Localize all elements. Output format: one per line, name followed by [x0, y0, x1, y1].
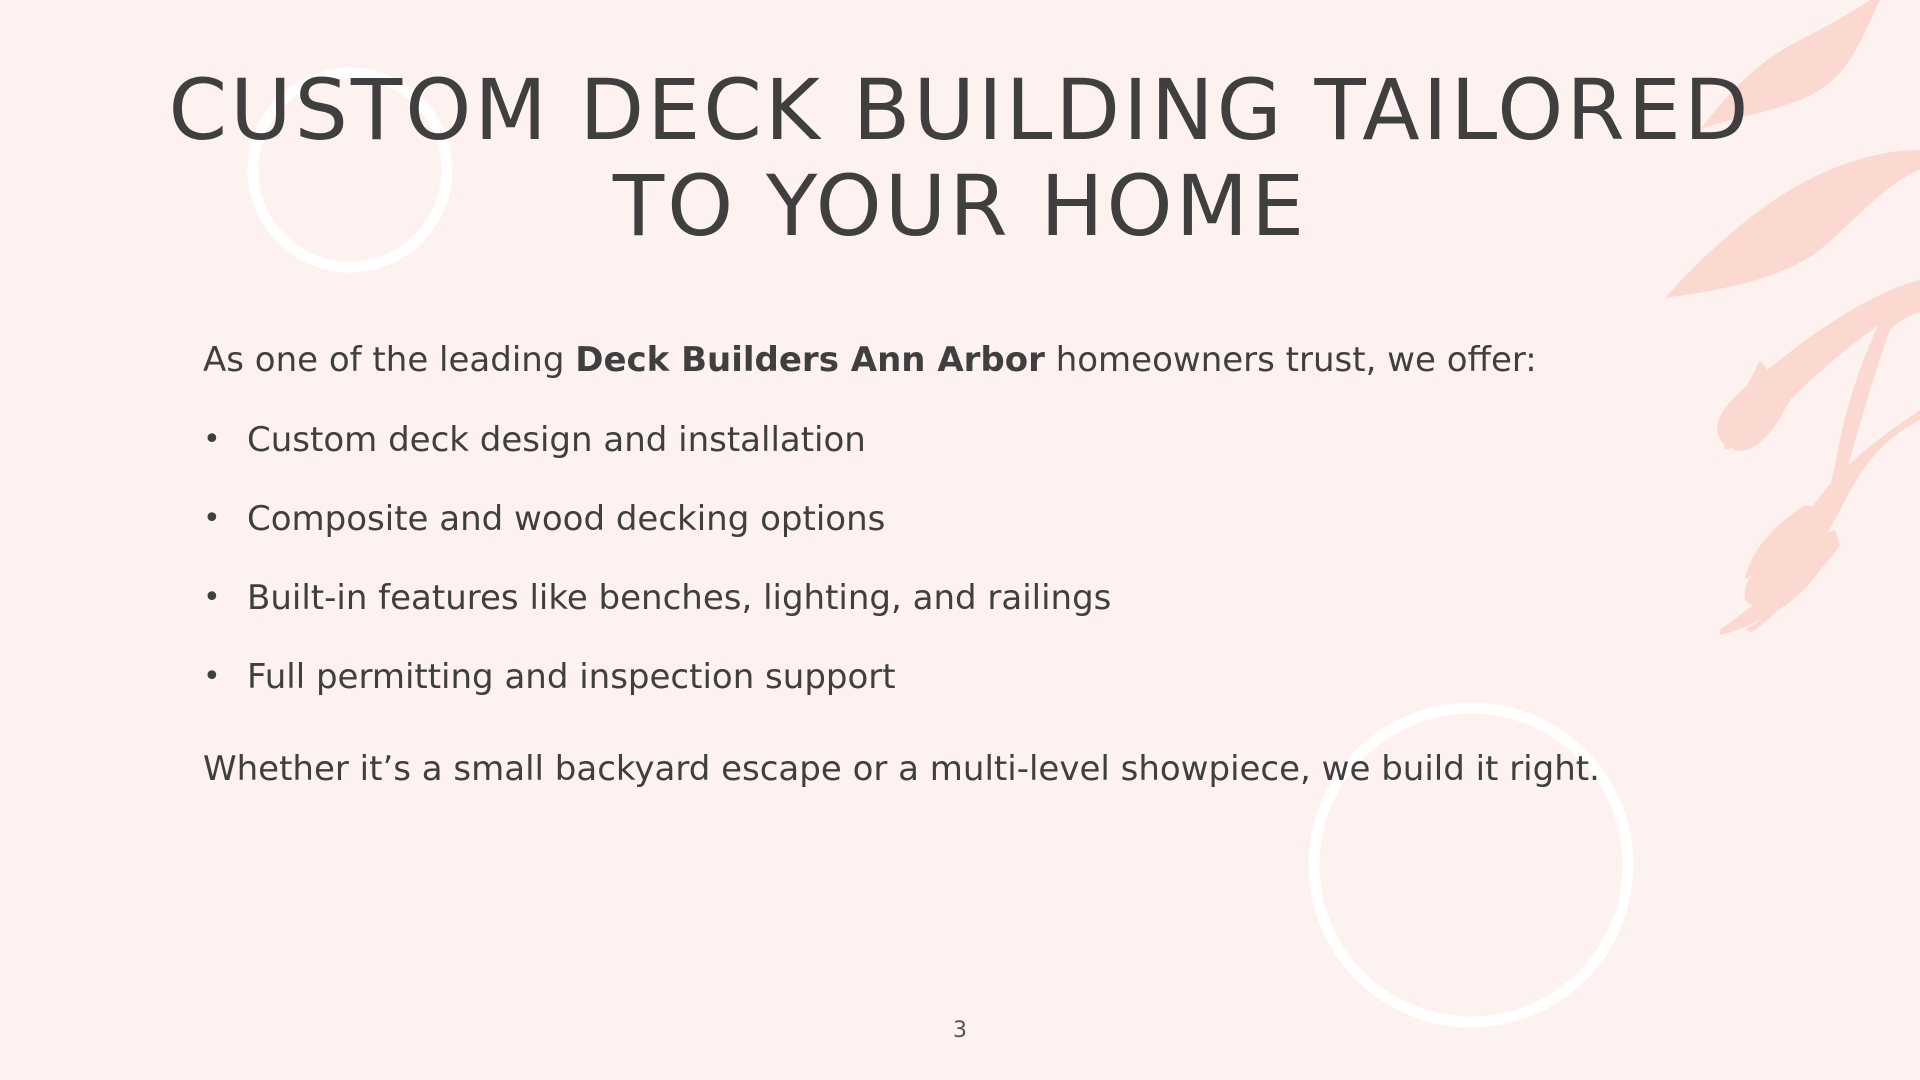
intro-text-before: As one of the leading [203, 340, 576, 380]
feature-text: Full permitting and inspection support [247, 657, 896, 697]
feature-list-item [203, 653, 1683, 701]
feature-list-item [203, 416, 1683, 464]
feature-text: Custom deck design and installation [247, 420, 866, 460]
bullet-icon: • [203, 580, 221, 615]
page-number: 3 [953, 1018, 967, 1043]
slide-body [203, 336, 1683, 793]
bullet-icon: • [203, 659, 221, 694]
feature-text: Built-in features like benches, lighting, and railings [247, 578, 1112, 618]
slide-title: CUSTOM DECK BUILDING TAILORED TO YOUR HOME [168, 61, 1752, 255]
intro-text-after: homeowners trust, we offer: [1044, 340, 1537, 380]
feature-list [203, 416, 1683, 701]
closing-paragraph: Whether it’s a small backyard escape or a multi-level showpiece, we build it right. [203, 749, 1600, 789]
intro-bold-text: Deck Builders Ann Arbor [575, 340, 1045, 380]
bullet-icon: • [203, 422, 221, 457]
feature-list-item [203, 495, 1683, 543]
intro-paragraph [203, 336, 1683, 384]
feature-text: Composite and wood decking options [247, 499, 886, 539]
feature-list-item [203, 574, 1683, 622]
bullet-icon: • [203, 501, 221, 536]
